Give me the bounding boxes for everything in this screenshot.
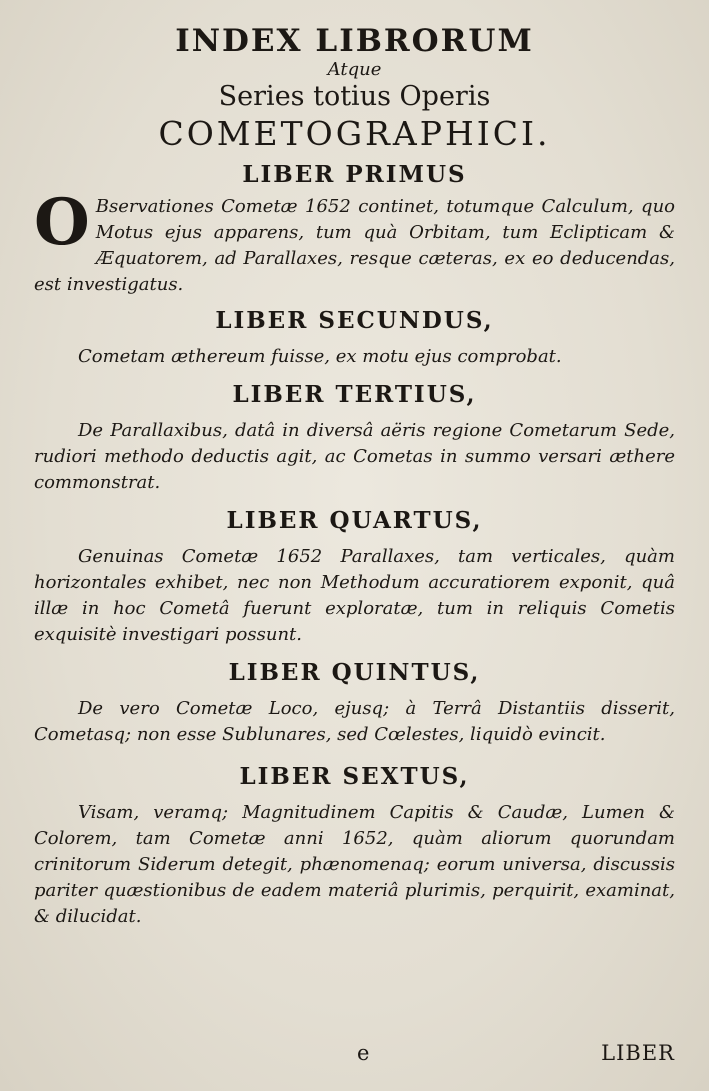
book-description: Genuinas Cometæ 1652 Parallaxes, tam verticales, quàm horizontales exhibet, nec non Methodum accuratiorem exponit, quâ illæ in hoc Cometâ fuerunt exploratæ, tum in reliquis Cometis exquisitè investigari possunt. xyxy=(34,546,675,645)
page-title: INDEX LIBRORUM xyxy=(175,23,534,59)
book-entry-6 xyxy=(34,762,675,930)
title-block xyxy=(34,22,675,154)
book-description: De vero Cometæ Loco, ejusq; à Terrâ Distantiis disserit, Cometasq; non esse Sublunares, sed Cœlestes, liquidò evincit. xyxy=(34,698,675,745)
catchword: LIBER xyxy=(601,1041,675,1065)
book-description: Visam, veramq; Magnitudinem Capitis & Caudæ, Lumen & Colorem, tam Cometæ anni 1652, quàm aliorum quorundam crinitorum Siderum detegit, phænomenaq; eorum universa, discussis pariter quæstionibus de eadem materiâ plurimis, perquirit, examinat, & dilucidat. xyxy=(34,802,675,927)
book-description: O Bservationes Cometæ 1652 continet, totumque Calculum, quo Motus ejus apparens, tum quà Orbitam, tum Eclipticam & Æquatorem, ad Parallaxes, resque cæteras, ex eo deducendas, est investigatus. xyxy=(34,185,675,295)
book-heading: LIBER TERTIUS, xyxy=(232,381,477,408)
signature-mark: e xyxy=(357,1041,370,1065)
book-description: De Parallaxibus, datâ in diversâ aëris regione Cometarum Sede, rudiori methodo deductis agit, ac Cometas in summo versari æthere commonstrat. xyxy=(34,420,675,493)
book-heading: LIBER PRIMUS xyxy=(242,161,467,188)
book-description: Cometam æthereum fuisse, ex motu ejus comprobat. xyxy=(78,346,562,367)
page-footer xyxy=(34,1041,675,1071)
book-entry-5 xyxy=(34,658,675,748)
book-heading: LIBER QUARTUS, xyxy=(226,507,483,534)
book-heading: LIBER SECUNDUS, xyxy=(215,307,494,334)
book-entry-4 xyxy=(34,506,675,648)
book-heading: LIBER SEXTUS, xyxy=(239,763,470,790)
work-title: COMETOGRAPHICI. xyxy=(158,114,551,153)
drop-cap: O xyxy=(34,185,90,260)
book-entry-2 xyxy=(34,306,675,370)
book-entry-3 xyxy=(34,380,675,496)
subtitle: Series totius Operis xyxy=(218,81,491,112)
book-heading: LIBER QUINTUS, xyxy=(228,659,481,686)
book-entry-1 xyxy=(34,160,675,298)
title-conjunction: Atque xyxy=(327,59,382,80)
